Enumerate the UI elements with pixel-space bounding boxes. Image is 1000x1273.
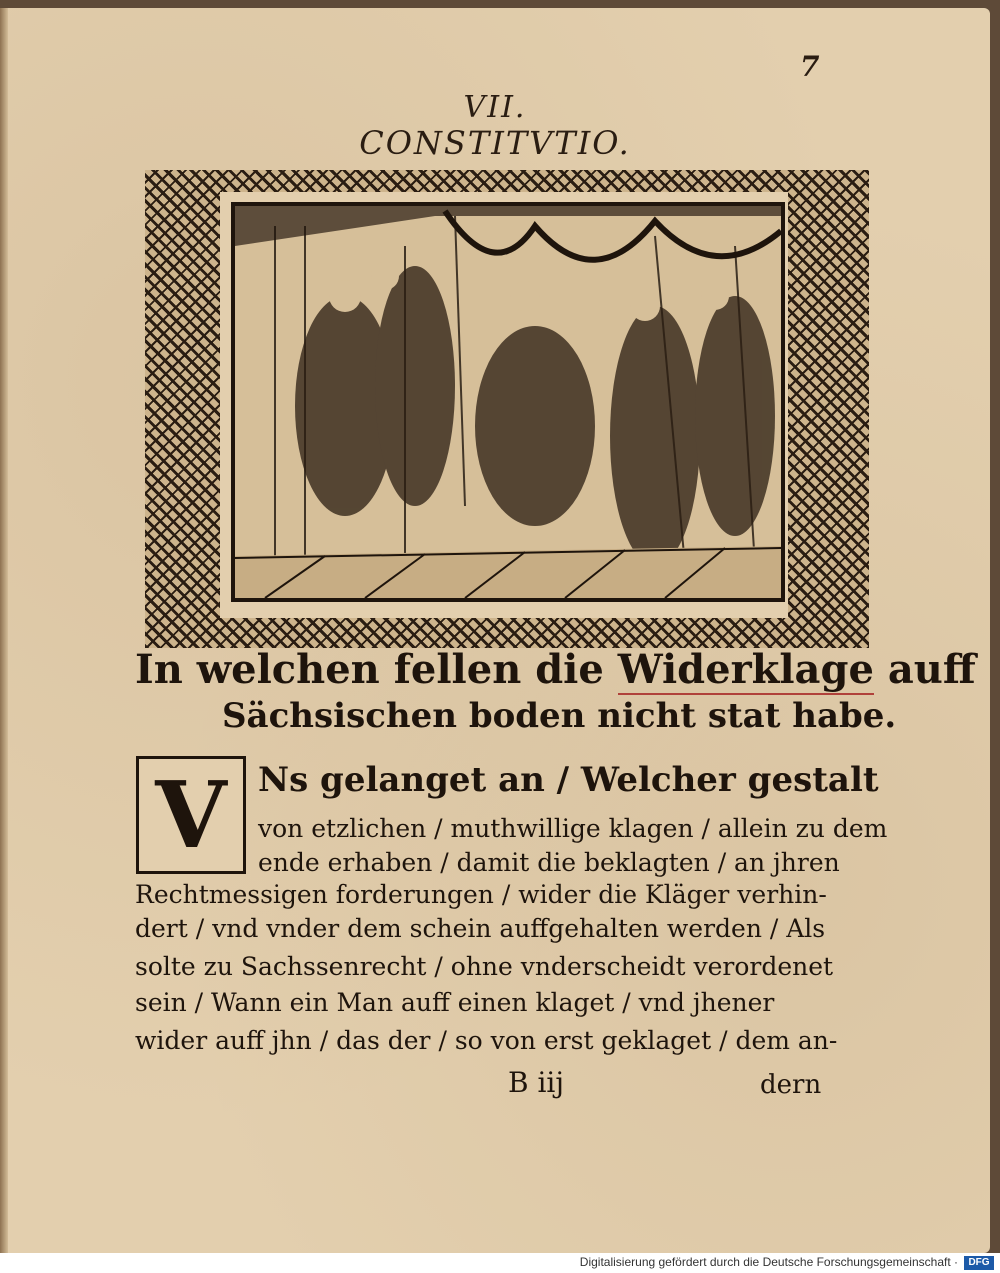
body-line-4: Rechtmessigen forderungen / wider die Kläger verhin-	[135, 880, 827, 909]
body-line-6: solte zu Sachssenrecht / ohne vnderscheidt verordenet	[135, 952, 834, 981]
body-line-8: wider auff jhn / das der / so von erst geklaget / dem an-	[135, 1026, 838, 1055]
dfg-logo: DFG	[964, 1256, 994, 1270]
subtitle-text-c: auff	[873, 646, 976, 693]
decorated-initial: V	[136, 756, 246, 874]
woodcut-illustration	[231, 202, 785, 602]
body-line-3: ende erhaben / damit die beklagten / an jhren	[258, 848, 840, 877]
body-line-2: von etzlichen / muthwillige klagen / allein zu dem	[258, 814, 888, 843]
funding-credit: Digitalisierung gefördert durch die Deutsche Forschungsgemeinschaft ·	[579, 1255, 958, 1269]
subtitle-underlined-word: Widerklage	[617, 646, 874, 693]
body-line-1: Ns gelanget an / Welcher gestalt	[258, 760, 879, 800]
page-edge	[0, 8, 8, 1253]
signature-mark: B iij	[508, 1066, 565, 1099]
footer-bar	[0, 1253, 1000, 1273]
catchword: dern	[760, 1070, 822, 1100]
ornamental-border	[145, 170, 869, 648]
constitution-number: VII.	[463, 90, 527, 125]
book-page	[0, 8, 990, 1253]
subtitle-text-a: In welchen fellen die	[135, 646, 618, 693]
body-line-7: sein / Wann ein Man auff einen klaget / vnd jhener	[135, 988, 775, 1017]
section-subtitle-line1	[135, 646, 976, 693]
constitution-heading: CONSTITVTIO.	[359, 124, 631, 162]
body-line-5: dert / vnd vnder dem schein auffgehalten werden / Als	[135, 914, 826, 943]
section-subtitle-line2: Sächsischen boden nicht stat habe.	[222, 696, 897, 736]
page-number: 7	[800, 50, 820, 83]
